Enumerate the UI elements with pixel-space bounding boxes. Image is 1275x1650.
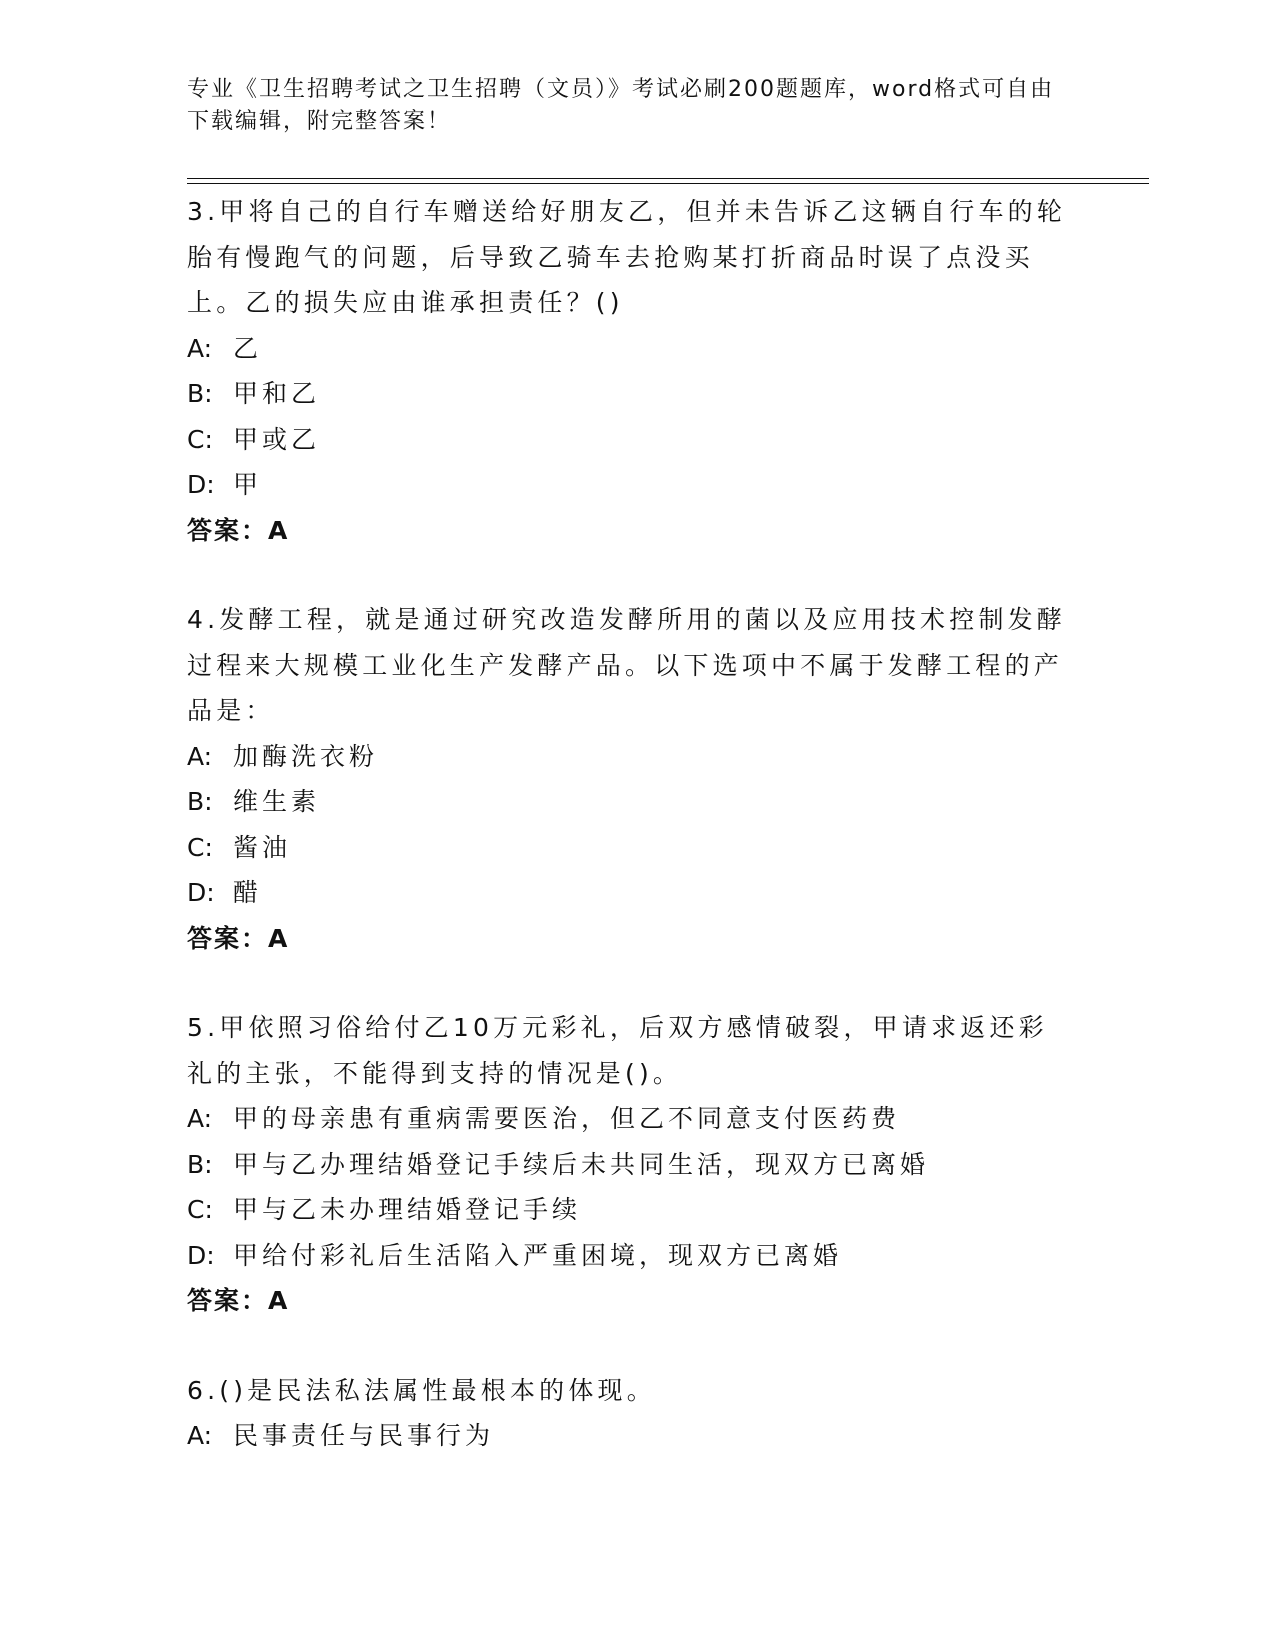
option-text: 醋: [233, 878, 263, 907]
header-divider-bottom: [187, 183, 1149, 184]
option-c: [187, 1187, 1087, 1233]
header-intro-text: 专业《卫生招聘考试之卫生招聘（文员）》考试必刷200题题库，word格式可自由下载编辑，附完整答案！: [187, 77, 1055, 134]
option-text: 甲和乙: [233, 379, 321, 408]
document-header: [187, 74, 1067, 138]
option-key: C:: [187, 1195, 213, 1224]
option-text: 甲与乙未办理结婚登记手续: [233, 1195, 582, 1224]
question-stem: 4.发酵工程，就是通过研究改造发酵所用的菌以及应用技术控制发酵过程来大规模工业化生产发酵产品。以下选项中不属于发酵工程的产品是：: [187, 605, 1067, 725]
option-key: A:: [187, 741, 213, 771]
question-3: [187, 189, 1087, 553]
answer-line: 答案：A: [187, 1286, 290, 1315]
option-a: [187, 326, 1087, 372]
option-text: 民事责任与民事行为: [233, 1421, 495, 1450]
option-b: [187, 1142, 1087, 1188]
question-6: [187, 1368, 1087, 1459]
option-a: [187, 1096, 1087, 1142]
option-b: [187, 371, 1087, 417]
option-d: [187, 870, 1087, 916]
option-key: B:: [187, 379, 213, 408]
option-a: [187, 1413, 1087, 1459]
option-key: D:: [187, 1240, 215, 1270]
option-key: C:: [187, 832, 213, 862]
question-stem: 5.甲依照习俗给付乙10万元彩礼，后双方感情破裂，甲请求返还彩礼的主张，不能得到支持的情况是()。: [187, 1013, 1048, 1088]
option-c: [187, 825, 1087, 871]
option-text: 加酶洗衣粉: [233, 741, 379, 771]
option-text: 甲或乙: [233, 424, 321, 454]
option-key: D:: [187, 878, 215, 907]
answer-line: 答案：A: [187, 923, 290, 953]
question-5: [187, 1005, 1087, 1324]
question-4: [187, 597, 1087, 961]
question-stem: 6.()是民法私法属性最根本的体现。: [187, 1375, 656, 1405]
option-text: 乙: [233, 333, 263, 363]
option-key: A:: [187, 1421, 213, 1450]
option-key: A:: [187, 333, 213, 363]
option-text: 甲给付彩礼后生活陷入严重困境，现双方已离婚: [233, 1240, 843, 1270]
option-key: A:: [187, 1104, 213, 1133]
option-text: 酱油: [233, 832, 292, 862]
option-a: [187, 734, 1087, 780]
question-stem: 3.甲将自己的自行车赠送给好朋友乙，但并未告诉乙这辆自行车的轮胎有慢跑气的问题，后导致乙骑车去抢购某打折商品时误了点没买上。乙的损失应由谁承担责任？(): [187, 197, 1067, 317]
option-text: 甲与乙办理结婚登记手续后未共同生活，现双方已离婚: [233, 1149, 930, 1179]
option-text: 甲: [233, 470, 263, 499]
option-d: [187, 1233, 1087, 1279]
question-list: [187, 189, 1087, 1503]
option-text: 甲的母亲患有重病需要医治，但乙不同意支付医药费: [233, 1104, 901, 1133]
option-key: C:: [187, 424, 213, 454]
header-divider-top: [187, 178, 1149, 179]
option-key: B:: [187, 787, 213, 816]
answer-line: 答案：A: [187, 515, 290, 545]
option-key: B:: [187, 1149, 213, 1179]
option-text: 维生素: [233, 787, 321, 816]
option-b: [187, 779, 1087, 825]
option-key: D:: [187, 470, 215, 499]
option-d: [187, 462, 1087, 508]
option-c: [187, 417, 1087, 463]
